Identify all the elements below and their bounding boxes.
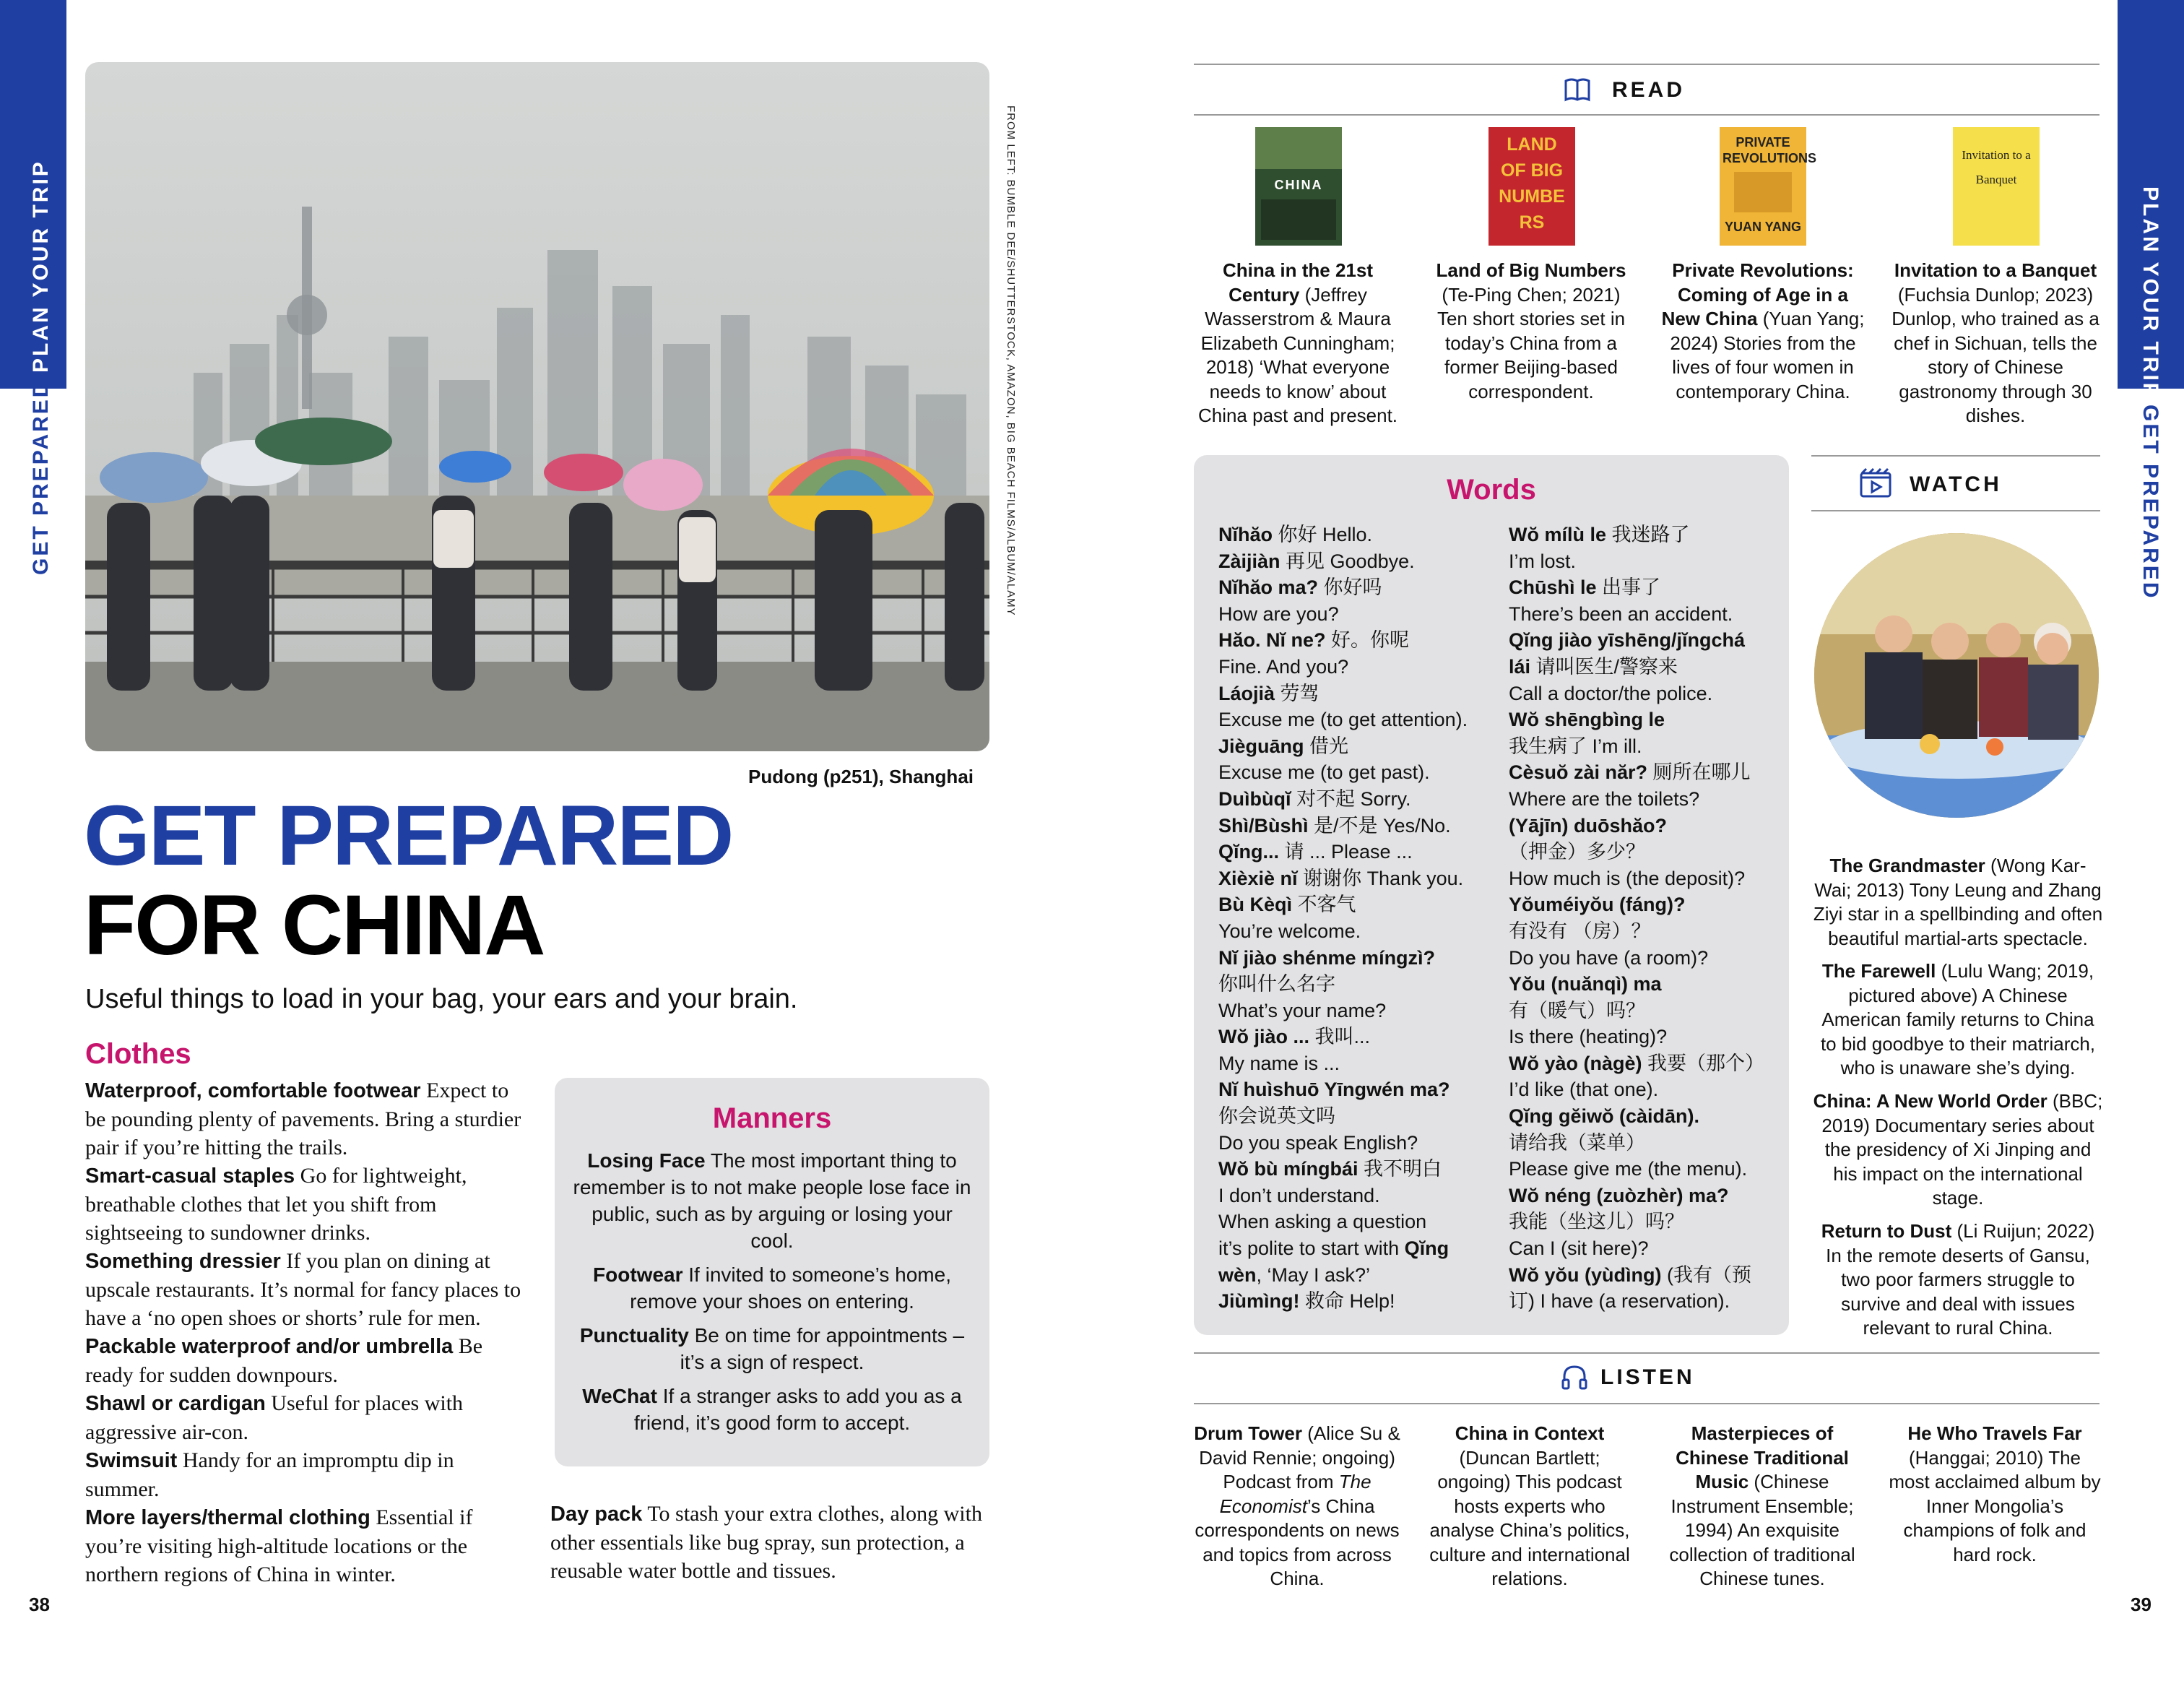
phrase-line: I’m lost. [1509, 550, 1577, 572]
phrase-line: Nĭ jiào shénme míngzì? [1218, 946, 1436, 969]
phrase-line: You’re welcome. [1218, 920, 1361, 942]
listen-entry: He Who Travels Far (Hanggai; 2010) The most acclaimed album by Inner Mongolia’s champions of folk and hard rock. [1889, 1422, 2101, 1565]
manners-item: Punctuality Be on time for appointments – it’s a sign of respect. [579, 1324, 965, 1373]
hero-photo [85, 62, 989, 751]
phrase-line: Is there (heating)? [1509, 1026, 1668, 1048]
watch-top-rule [1811, 455, 2100, 457]
manners-item: Footwear If invited to someone’s home, remove your shoes on entering. [593, 1263, 951, 1313]
phrase-line: Wŏ bù míngbái 我不明白 [1218, 1158, 1442, 1180]
book-entry: Private Revolutions: Coming of Age in a New China (Yuan Yang; 2024) Stories from the lives of four women in contemporary China. [1661, 259, 1865, 402]
manners-item: WeChat If a stranger asks to add you as a friend, it’s good form to accept. [582, 1385, 962, 1434]
phrase-line: Qĭng gĕiwŏ (càidān). [1509, 1105, 1700, 1128]
phrase-line: Jièguāng 借光 [1218, 735, 1349, 757]
phrase-line: Wŏ shēngbìng le [1509, 709, 1665, 731]
manners-item: Losing Face The most important thing to remember is to not make people lose face in public, such as by arguing or losing your cool. [573, 1149, 971, 1252]
phrase-line: 你会说英文吗 [1218, 1105, 1335, 1128]
sidebar-plan-label-right: PLAN YOUR TRIP [2138, 186, 2162, 399]
clothes-item: Packable waterproof and/or umbrella Be ready for sudden downpours. [85, 1334, 483, 1387]
phrase-line: How much is (the deposit)? [1509, 867, 1746, 889]
phrase-line: Qĭng jiào yīshēng/jĭngchá [1509, 629, 1746, 652]
book-entry: Invitation to a Banquet (Fuchsia Dunlop; 2023) Dunlop, who trained as a chef in Sichuan, tells the story of Chinese gastronomy through 30 dishes. [1892, 259, 2100, 426]
book-cover: CHINA [1255, 127, 1342, 246]
phrase-line: Call a doctor/the police. [1509, 682, 1713, 704]
video-icon [1859, 467, 1892, 498]
page-number-right: 39 [2131, 1594, 2152, 1615]
sidebar-section-label-right: GET PREPARED [2138, 405, 2162, 600]
clothes-list [85, 1076, 533, 1589]
phrase-line: lái 请叫医生/警察来 [1509, 655, 1678, 678]
book-cover: LAND OF BIG NUMBERS [1488, 127, 1575, 246]
manners-heading: Manners [712, 1102, 832, 1134]
phrase-line: Cèsuŏ zài năr? 厕所在哪儿 [1509, 761, 1751, 784]
watch-entry: China: A New World Order (BBC; 2019) Documentary series about the presidency of Xi Jinping and his impact on the international stage. [1813, 1090, 2103, 1209]
clothes-item: Something dressier If you plan on dining at upscale restaurants. It’s normal for fancy places to have a ‘no open shoes or shorts’ rule for men. [85, 1249, 521, 1330]
watch-entry: Return to Dust (Li Ruijun; 2022) In the remote deserts of Gansu, two poor farmers struggle to survive and deal with issues relevant to rural China. [1821, 1220, 2095, 1339]
read-label: READ [1612, 78, 1686, 102]
clothes-item: Swimsuit Handy for an impromptu dip in summer. [85, 1448, 454, 1501]
phrase-line: Zàijiàn 再见 Goodbye. [1218, 550, 1415, 572]
phrase-line: 你叫什么名字 [1218, 973, 1335, 995]
watch-entry: The Grandmaster (Wong Kar-Wai; 2013) Tony Leung and Zhang Ziyi star in a spellbinding and often beautiful martial-arts spectacle. [1813, 855, 2103, 949]
watch-label: WATCH [1910, 472, 2002, 496]
listen-entry: Masterpieces of Chinese Traditional Music (Chinese Instrument Ensemble; 1994) An exquisite collection of traditional Chinese tunes. [1669, 1422, 1855, 1589]
day-pack-item: Day pack To stash your extra clothes, along with other essentials like bug spray, sun protection, a reusable water bottle and tissues. [550, 1502, 982, 1583]
phrase-line: Shì/Bùshì 是/不是 Yes/No. [1218, 814, 1451, 837]
phrase-line: Can I (sit here)? [1509, 1237, 1649, 1260]
phrase-line: Xièxiè nĭ 谢谢你 Thank you. [1218, 867, 1464, 889]
phrase-line: How are you? [1218, 602, 1339, 625]
phrase-line: Hăo. Nĭ ne? 好。你呢 [1218, 629, 1410, 652]
listen-top-rule [1194, 1352, 2100, 1354]
phrase-line: Excuse me (to get past). [1218, 761, 1430, 784]
headphones-icon [1560, 1362, 1589, 1391]
page-title-line-2: FOR CHINA [84, 878, 545, 973]
phrase-line: Yŏu (nuănqì) ma [1509, 973, 1662, 995]
phrase-line: I’d like (that one). [1509, 1079, 1659, 1101]
book-entry: China in the 21st Century (Jeffrey Wasserstrom & Maura Elizabeth Cunningham; 2018) ‘What everyone needs to know’ about China past and present. [1197, 259, 1398, 426]
listen-bottom-rule [1194, 1403, 2100, 1404]
words-column-left [1218, 522, 1500, 1315]
phrase-line: Nĭhăo ma? 你好吗 [1218, 576, 1382, 599]
page-intro: Useful things to load in your bag, your ears and your brain. [85, 984, 798, 1014]
book-entry: Land of Big Numbers (Te-Ping Chen; 2021) Ten short stories set in today’s China from a former Beijing-based correspondent. [1436, 259, 1626, 402]
phrase-line: I don’t understand. [1218, 1184, 1380, 1206]
watch-bottom-rule [1811, 510, 2100, 511]
phrase-line: Please give me (the menu). [1509, 1158, 1748, 1180]
phrase-line: Chūshì le 出事了 [1509, 576, 1661, 599]
listen-entry: China in Context (Duncan Bartlett; ongoing) This podcast hosts experts who analyse China’s politics, culture and international relations. [1429, 1422, 1630, 1589]
book-cover: Invitation to a Banquet [1953, 127, 2040, 246]
words-box [1194, 455, 1789, 1335]
phrase-line: Do you speak English? [1218, 1131, 1418, 1154]
phrase-line: Jiùmìng! 救命 Help! [1218, 1290, 1395, 1313]
sidebar-section-label-left: GET PREPARED [29, 379, 53, 575]
phrase-line: Qĭng... 请 ... Please ... [1218, 841, 1413, 863]
phrase-line: 有没有 （房）？ [1509, 920, 1651, 942]
phrase-line: Nĭhăo 你好 Hello. [1218, 524, 1373, 545]
phrase-line: Wŏ mílù le 我迷路了 [1509, 524, 1690, 545]
read-bottom-rule [1194, 114, 2100, 116]
phrase-line: 请给我（菜单） [1509, 1131, 1645, 1154]
clothes-heading: Clothes [85, 1038, 191, 1070]
phrase-line: 有（暖气）吗？ [1509, 999, 1645, 1021]
phrase-line: Wŏ yŏu (yùdìng) (我有（预 [1509, 1263, 1751, 1286]
manners-box [555, 1078, 989, 1466]
phrase-line: （押金）多少？ [1509, 841, 1645, 863]
photo-credit: FROM LEFT: BUMBLE DEE/SHUTTERSTOCK, AMAZON, BIG BEACH FILMS/ALBUM/ALAMY [1005, 105, 1017, 616]
book-icon [1563, 75, 1592, 104]
phrase-line: Wŏ yào (nàgè) 我要（那个） [1509, 1052, 1765, 1074]
phrase-line: 订) I have (a reservation). [1509, 1290, 1730, 1313]
listen-label: LISTEN [1600, 1365, 1695, 1389]
phrase-line: What’s your name? [1218, 999, 1387, 1021]
photo-caption: Pudong (p251), Shanghai [748, 766, 974, 787]
phrase-line: When asking a question [1218, 1211, 1427, 1233]
phrase-line: Yŏuméiyŏu (fáng)? [1509, 894, 1686, 916]
film-still [1814, 533, 2099, 818]
clothes-item: Smart-casual staples Go for lightweight, breathable clothes that let you shift from sightseeing to sundowner drinks. [85, 1164, 467, 1245]
page-number-left: 38 [29, 1594, 50, 1615]
page-title-line-1: GET PREPARED [84, 788, 733, 883]
phrase-line: Láojià 劳驾 [1218, 682, 1320, 704]
phrase-line: 我生病了 I’m ill. [1509, 735, 1642, 757]
phrase-line: (Yājīn) duōshăo? [1509, 814, 1667, 837]
phrase-line: Fine. And you? [1218, 655, 1349, 678]
phrase-line: Wŏ néng (zuòzhèr) ma? [1509, 1184, 1729, 1206]
phrase-line: Wŏ jiào ... 我叫... [1218, 1026, 1371, 1048]
phrase-line: There’s been an accident. [1509, 602, 1733, 625]
phrase-line: Where are the toilets? [1509, 787, 1700, 810]
listen-entry: Drum Tower (Alice Su & David Rennie; ongoing) Podcast from The Economist’s China correspondents on news and topics from across China. [1194, 1422, 1400, 1589]
clothes-item: Waterproof, comfortable footwear Expect to be pounding plenty of pavements. Bring a sturdier pair if you’re hitting the trails. [85, 1079, 521, 1159]
read-top-rule [1194, 64, 2100, 65]
sidebar-plan-label-left: PLAN YOUR TRIP [29, 160, 53, 373]
book-cover: PRIVATE REVOLUTIONS YUAN YANG [1720, 127, 1806, 246]
phrase-line: 我能（坐这儿）吗？ [1509, 1211, 1684, 1233]
phrase-line: Do you have (a room)? [1509, 946, 1709, 969]
clothes-item: More layers/thermal clothing Essential if you’re visiting high-altitude locations or the northern regions of China in winter. [85, 1505, 473, 1586]
phrase-line: My name is ... [1218, 1052, 1340, 1074]
phrase-line: Bù Kèqì 不客气 [1218, 894, 1356, 916]
words-heading: Words [1447, 474, 1536, 506]
phrase-line: Nĭ huìshuō Yīngwén ma? [1218, 1079, 1450, 1101]
phrase-line: wèn, ‘May I ask?’ [1218, 1263, 1371, 1286]
phrase-line: it’s polite to start with Qĭng [1218, 1237, 1450, 1260]
words-column-right [1509, 522, 1790, 1315]
clothes-item: Shawl or cardigan Useful for places with aggressive air-con. [85, 1391, 464, 1444]
phrase-line: Duìbùqĭ 对不起 Sorry. [1218, 787, 1411, 810]
watch-entry: The Farewell (Lulu Wang; 2019, pictured above) A Chinese American family returns to China to bid goodbye to their matriarch, who is unaware she’s dying. [1820, 960, 2096, 1079]
phrase-line: Excuse me (to get attention). [1218, 709, 1468, 731]
